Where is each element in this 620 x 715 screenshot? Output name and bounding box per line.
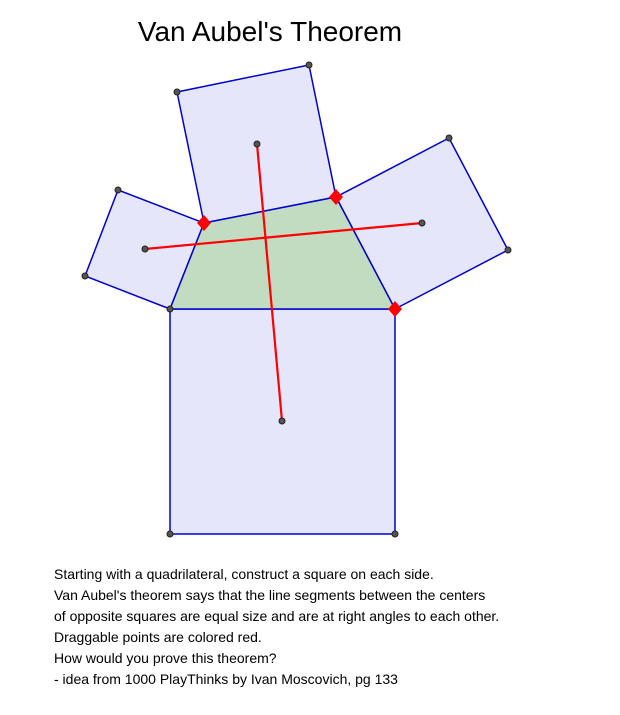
description-line: of opposite squares are equal size and are at right angles to each other. xyxy=(54,608,500,624)
description-line: Van Aubel's theorem says that the line segments between the centers xyxy=(54,587,486,603)
point-quad-bottom-left xyxy=(167,306,173,312)
point-bottom-square-corner-2 xyxy=(392,531,398,537)
point-right-square-corner-2 xyxy=(505,247,511,253)
description-line: - idea from 1000 PlayThinks by Ivan Moscovich, pg 133 xyxy=(54,671,398,687)
point-bottom-square-center xyxy=(279,418,285,424)
description xyxy=(54,564,594,690)
point-left-square-corner-2 xyxy=(82,273,88,279)
point-top-square-center xyxy=(254,141,260,147)
description-line: How would you prove this theorem? xyxy=(54,650,277,666)
point-left-square-corner-1 xyxy=(115,187,121,193)
description-line: Draggable points are colored red. xyxy=(54,629,262,645)
point-left-square-center xyxy=(142,246,148,252)
point-right-square-corner-1 xyxy=(446,135,452,141)
point-right-square-center xyxy=(419,220,425,226)
page-title: Van Aubel's Theorem xyxy=(137,16,403,47)
point-top-square-corner-2 xyxy=(306,62,312,68)
point-top-square-corner-1 xyxy=(174,89,180,95)
description-line: Starting with a quadrilateral, construct a square on each side. xyxy=(54,566,434,582)
point-bottom-square-corner-1 xyxy=(167,531,173,537)
